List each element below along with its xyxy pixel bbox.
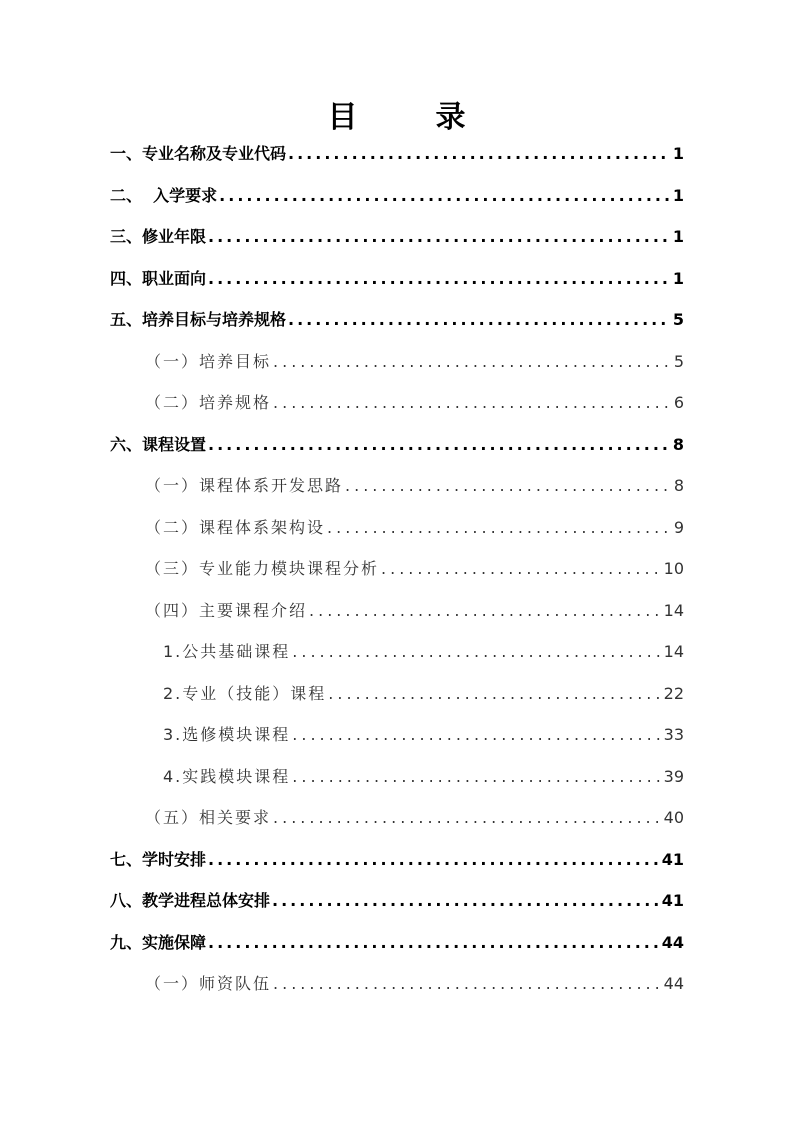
toc-entry-label: 五、培养目标与培养规格 — [110, 310, 287, 329]
toc-entry-label: （一）师资队伍 — [145, 974, 272, 993]
toc-entry-label: 1.公共基础课程 — [163, 642, 291, 661]
toc-entry-page-number: 33 — [663, 725, 684, 744]
toc-leader-dots — [208, 222, 669, 252]
toc-entry-page-number: 22 — [663, 683, 684, 703]
toc-entry[interactable] — [110, 305, 684, 335]
title-char-right: 录 — [435, 100, 466, 135]
toc-entry[interactable] — [110, 430, 684, 460]
toc-leader-dots — [381, 554, 660, 584]
toc-entry-page-number: 41 — [661, 891, 684, 910]
toc-entry-label: （一）培养目标 — [145, 351, 272, 371]
toc-entry-label: 三、修业年限 — [110, 227, 207, 246]
toc-entry-page-number: 41 — [661, 849, 684, 869]
toc-entry[interactable] — [145, 596, 684, 626]
toc-entry[interactable] — [163, 637, 684, 667]
toc-entry-label: 3.选修模块课程 — [163, 725, 291, 744]
toc-entry[interactable] — [110, 845, 684, 875]
toc-entry-label: 九、实施保障 — [110, 932, 207, 952]
toc-entry[interactable] — [145, 513, 684, 543]
toc-leader-dots — [309, 596, 660, 626]
toc-entry-label: （二）课程体系架构设 — [145, 517, 326, 537]
page-title — [0, 92, 793, 136]
toc-entry[interactable] — [145, 554, 684, 584]
toc-entry[interactable] — [110, 222, 684, 252]
toc-entry-label: （五）相关要求 — [145, 808, 272, 827]
toc-leader-dots — [273, 803, 660, 833]
toc-leader-dots — [292, 762, 659, 792]
toc-entry-page-number: 10 — [663, 559, 684, 578]
toc-entry-page-number: 5 — [673, 351, 684, 371]
toc-entry-label: 四、职业面向 — [110, 268, 207, 288]
toc-entry-label: 一、专业名称及专业代码 — [110, 144, 287, 163]
toc-entry-page-number: 39 — [663, 766, 684, 786]
toc-entry-label: 2.专业（技能）课程 — [163, 683, 327, 703]
toc-entry-page-number: 44 — [663, 974, 684, 993]
toc-leader-dots — [208, 928, 658, 958]
toc-entry-page-number: 6 — [673, 393, 684, 412]
toc-entry-page-number: 14 — [663, 600, 684, 620]
toc-entry-label: 二、 入学要求 — [110, 185, 218, 205]
toc-entry-page-number: 1 — [672, 144, 684, 163]
toc-leader-dots — [208, 264, 669, 294]
toc-entry-label: 六、课程设置 — [110, 434, 207, 454]
toc-entry-label: （一）课程体系开发思路 — [145, 476, 344, 495]
title-char-left: 目 — [327, 100, 358, 135]
toc-entry-label: 七、学时安排 — [110, 849, 207, 869]
toc-leader-dots — [292, 637, 659, 667]
toc-leader-dots — [273, 969, 660, 999]
toc-entry-page-number: 9 — [673, 517, 684, 537]
toc-entry-page-number: 1 — [672, 185, 684, 205]
toc-leader-dots — [327, 513, 670, 543]
toc-entry-label: 4.实践模块课程 — [163, 766, 291, 786]
toc-entry-page-number: 5 — [672, 310, 684, 329]
toc-leader-dots — [288, 305, 669, 335]
toc-leader-dots — [273, 347, 670, 377]
toc-leader-dots — [272, 886, 658, 916]
toc-entry-label: （三）专业能力模块课程分析 — [145, 559, 380, 578]
toc-entry[interactable] — [145, 969, 684, 999]
toc-entry-page-number: 40 — [663, 808, 684, 827]
toc-leader-dots — [345, 471, 670, 501]
toc-leader-dots — [328, 679, 659, 709]
toc-entry[interactable] — [145, 388, 684, 418]
toc-entry[interactable] — [145, 347, 684, 377]
toc-entry[interactable] — [110, 264, 684, 294]
toc-entry[interactable] — [110, 139, 684, 169]
toc-entry[interactable] — [163, 679, 684, 709]
toc-entry-label: （二）培养规格 — [145, 393, 272, 412]
toc-entry-page-number: 8 — [673, 476, 684, 495]
toc-entry-page-number: 1 — [672, 268, 684, 288]
toc-entry-page-number: 14 — [663, 642, 684, 661]
toc-leader-dots — [208, 845, 658, 875]
toc-entry[interactable] — [110, 181, 684, 211]
toc-leader-dots — [219, 181, 669, 211]
toc-entry[interactable] — [163, 762, 684, 792]
toc-leader-dots — [273, 388, 670, 418]
toc-entry-page-number: 44 — [661, 932, 684, 952]
toc-entry-label: 八、教学进程总体安排 — [110, 891, 271, 910]
toc-entry[interactable] — [110, 886, 684, 916]
toc-entry-label: （四）主要课程介绍 — [145, 600, 308, 620]
toc-entry[interactable] — [145, 803, 684, 833]
toc-entry-page-number: 8 — [672, 434, 684, 454]
toc-entry[interactable] — [110, 928, 684, 958]
toc-leader-dots — [288, 139, 669, 169]
toc-entry[interactable] — [145, 471, 684, 501]
toc-entry[interactable] — [163, 720, 684, 750]
toc-leader-dots — [208, 430, 669, 460]
toc-entry-page-number: 1 — [672, 227, 684, 246]
toc-leader-dots — [292, 720, 659, 750]
